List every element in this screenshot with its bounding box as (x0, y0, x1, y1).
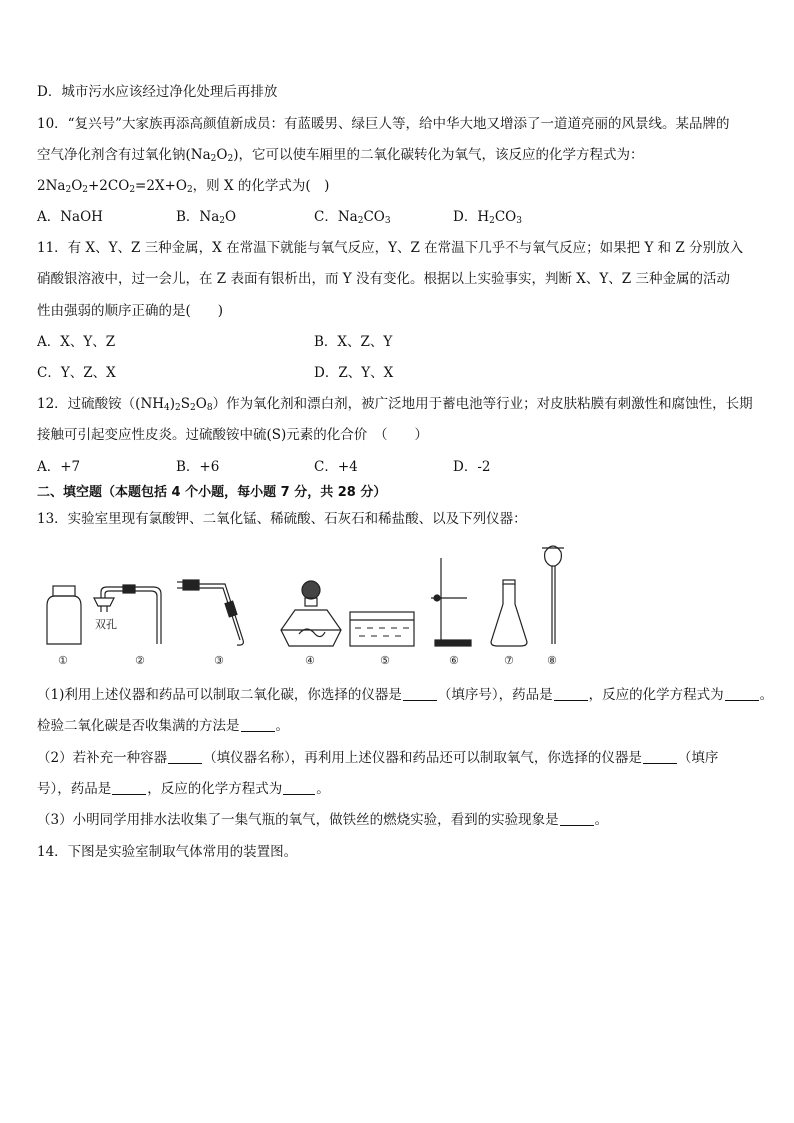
q10-option-d: D．$H_2CO_3$ (453, 209, 522, 226)
answer-blank[interactable] (168, 751, 202, 764)
q11-line1: 11．有 X、Y、Z 三种金属，X 在常温下就能与氧气反应，Y、Z 在常温下几乎不与氧气反应；如果把 Y 和 Z 分别放入 (37, 240, 744, 256)
reagent-bottle-icon (47, 586, 81, 644)
long-neck-funnel-icon (542, 546, 564, 644)
q13-part2-line1: （2）若补充一种容器 （填仪器名称），再利用上述仪器和药品还可以制取氧气，你选择的仪器是 （填序 (37, 750, 719, 766)
apparatus-number-7: ⑦ (504, 654, 514, 667)
q13-part1-line2: 检验二氧化碳是否收集满的方法是 。 (37, 718, 289, 734)
q12-option-a: A．+7 (37, 459, 81, 475)
q13-part3: （3）小明同学用排水法收集了一集气瓶的氧气，做铁丝的燃烧实验，看到的实验现象是 。 (37, 812, 609, 828)
q14-line: 14．下图是实验室制取气体常用的装置图。 (37, 844, 298, 860)
q11-option-b: B．X、Z、Y (314, 334, 393, 350)
q13-intro: 13．实验室里现有氯酸钾、二氧化锰、稀硫酸、石灰石和稀盐酸、以及下列仪器： (37, 511, 527, 527)
apparatus-number-1: ① (58, 654, 68, 667)
answer-blank[interactable] (241, 719, 275, 732)
q12-option-c: C．+4 (314, 459, 358, 475)
apparatus-number-3: ③ (214, 654, 224, 667)
q10-option-c: C．$Na_2CO_3$ (314, 209, 391, 226)
q10-equation: $2Na_2O_2+2CO_2=2X+O_2$，则 X 的化学式为( ) (37, 178, 330, 195)
double-hole-label: 双孔 (95, 618, 117, 631)
answer-blank[interactable] (283, 782, 315, 795)
double-hole-stopper-icon (94, 585, 161, 644)
apparatus-number-8: ⑧ (547, 654, 557, 667)
q12-option-d: D．-2 (453, 459, 491, 475)
section-heading: 二、填空题（本题包括 4 个小题，每小题 7 分，共 28 分） (37, 485, 387, 500)
apparatus-number-6: ⑥ (449, 654, 459, 667)
q12-option-b: B．+6 (176, 459, 220, 475)
q10-line2: 空气净化剂含有过氧化钠$(Na_2O_2)$，它可以使车厢里的二氧化碳转化为氧气，该反应的化学方程式为： (37, 147, 644, 164)
q13-part2-line2: 号），药品是 ，反应的化学方程式为 。 (37, 781, 330, 797)
answer-blank[interactable] (643, 751, 677, 764)
q12-line1: 12．过硫酸铵$((NH_4)_2S_2O_8)$作为氧化剂和漂白剂，被广泛地用于蓄电池等行业；对皮肤粘膜有刺激性和腐蚀性，长期 (37, 396, 753, 413)
option-d-line: D．城市污水应该经过净化处理后再排放 (37, 84, 278, 100)
apparatus-number-2: ② (135, 654, 145, 667)
answer-blank[interactable] (554, 688, 588, 701)
stopper-tube-icon (177, 580, 243, 645)
answer-blank[interactable] (403, 688, 437, 701)
answer-blank[interactable] (560, 813, 594, 826)
q13-part1-line1: （1)利用上述仪器和药品可以制取二氧化碳，你选择的仪器是 （填序号），药品是 ，反应的化学方程式为 。 (37, 687, 774, 703)
q10-option-a: A．NaOH (37, 209, 103, 225)
q10-line1: 10．“复兴号”大家族再添高颜值新成员：有蓝暖男、绿巨人等，给中华大地又增添了一道道亮丽的风景线。某品牌的 (37, 116, 730, 132)
q11-line2: 硝酸银溶液中，过一会儿，在 Z 表面有银析出，而 Y 没有变化。根据以上实验事实，判断 X、Y、Z 三种金属的活动 (37, 271, 730, 287)
q11-option-d: D．Z、Y、X (314, 365, 394, 381)
q11-option-a: A．X、Y、Z (37, 334, 116, 350)
iron-stand-icon (431, 558, 471, 646)
answer-blank[interactable] (725, 688, 759, 701)
q11-line3: 性由强弱的顺序正确的是( ) (37, 303, 224, 319)
q10-option-b: B．$Na_2O$ (176, 209, 237, 226)
alcohol-lamp-icon (281, 581, 341, 646)
apparatus-figure (37, 540, 577, 670)
water-trough-icon (350, 612, 414, 646)
conical-flask-icon (491, 580, 527, 646)
apparatus-number-4: ④ (305, 654, 315, 667)
q11-option-c: C．Y、Z、X (37, 365, 116, 381)
q12-line2: 接触可引起变应性皮炎。过硫酸铵中硫(S)元素的化合价 （ ） (37, 427, 429, 443)
answer-blank[interactable] (112, 782, 146, 795)
apparatus-number-5: ⑤ (380, 654, 390, 667)
